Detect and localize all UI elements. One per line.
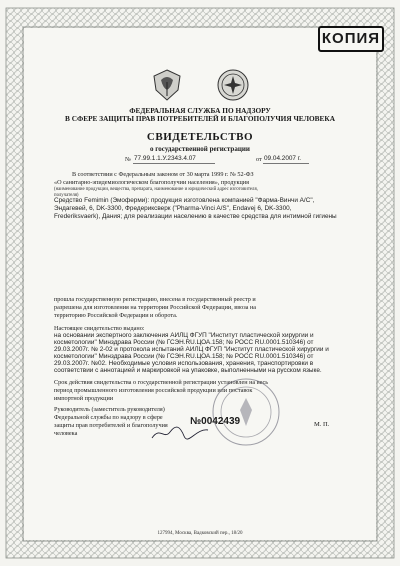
- serial-number: №0042439: [190, 416, 241, 427]
- signatory-line-4: человека: [54, 430, 78, 437]
- copy-stamp: КОПИЯ: [318, 26, 384, 52]
- document-subtitle: о государственной регистрации: [150, 145, 250, 153]
- issued-label: Настоящее свидетельство выдано:: [54, 325, 145, 332]
- intro-note-2: получателя): [54, 193, 79, 198]
- issued-line-5: 29.03.2007г. №02. Необходимые условия использования, хранения, транспортировки в: [54, 360, 314, 367]
- validity-line-2: период промышленного изготовления российской продукции или поставок: [54, 387, 253, 394]
- product-line-3: Frederiksvaerk), Дания; для реализации населению в качестве средства для интимной гигиены: [54, 213, 337, 220]
- seal-place-mark: М. П.: [314, 421, 330, 428]
- official-seal-icon: [210, 376, 282, 448]
- registration-line-1: прошла государственную регистрацию, внесена в государственный реестр и: [54, 296, 256, 303]
- issued-line-2: косметологии" Минздрава России (№ ГСЭН.RU.ЦОА.158; № РОСС RU.0001.510346) от: [54, 339, 314, 346]
- validity-line-3: импортной продукции: [54, 395, 114, 402]
- agency-name-line1: ФЕДЕРАЛЬНАЯ СЛУЖБА ПО НАДЗОРУ: [129, 106, 271, 115]
- reg-date: 09.04.2007 г.: [264, 155, 302, 162]
- issued-line-4: косметологии" Минздрава России (№ ГСЭН.RU.ЦОА.158; № РОСС RU.0001.510346) от: [54, 353, 314, 360]
- intro-note: (наименование продукции, вещества, препарата, наименование и юридический адрес изготовителя,: [54, 187, 258, 192]
- registration-line-2: разрешена для изготовления на территории Российской Федерации, ввоза на: [54, 304, 257, 311]
- signatory-line-1: Руководитель (заместитель руководителя): [54, 406, 165, 413]
- issued-line-1: на основании экспертного заключения АИЛЦ ФГУП "Институт пластической хирургии и: [54, 332, 314, 339]
- footer-address: 127994, Москва, Вадковский пер., 18/20: [157, 531, 243, 536]
- certificate-body: [24, 28, 376, 540]
- intro-line-1: В соответствии с Федеральным законом от 30 марта 1999 г. № 52-ФЗ: [72, 171, 254, 178]
- product-line-1: Средство Femimin (Эмоферми): продукция изготовлена компанией "Фарма-Винчи А/С",: [54, 197, 315, 204]
- reg-number-label: №: [125, 156, 131, 163]
- reg-date-label: от: [256, 156, 262, 163]
- service-emblem-icon: [216, 68, 250, 102]
- agency-name-line2: В СФЕРЕ ЗАЩИТЫ ПРАВ ПОТРЕБИТЕЛЕЙ И БЛАГОПОЛУЧИЯ ЧЕЛОВЕКА: [65, 114, 335, 123]
- product-line-2: Эндагевей, 6, DK-3300, Фредериксверк ("Pharma-Vinci A/S", Endavej 6, DK-3300,: [54, 205, 292, 212]
- signatory-line-3: защиты прав потребителей и благополучия: [54, 422, 168, 429]
- coat-of-arms-icon: [150, 68, 184, 102]
- validity-line-1: Срок действия свидетельства о государственной регистрации установлен на весь: [54, 379, 269, 386]
- issued-line-3: 29.03.2007г. № 2-02 и протокола испытаний АИЛЦ ФГУП "Институт пластической хирургии и: [54, 346, 329, 353]
- reg-number: 77.99.1.1.У.2343.4.07: [134, 155, 196, 162]
- registration-line-3: территорию Российской Федерации и оборота.: [54, 312, 178, 319]
- document-title: СВИДЕТЕЛЬСТВО: [146, 131, 254, 143]
- intro-line-2: «О санитарно-эпидемиологическом благополучии населения», продукция: [54, 179, 249, 186]
- signatory-line-2: Федеральной службы по надзору в сфере: [54, 414, 163, 421]
- issued-line-6: соответствии с аннотацией и маркировкой на упаковке, выполненными на русском языке.: [54, 367, 322, 374]
